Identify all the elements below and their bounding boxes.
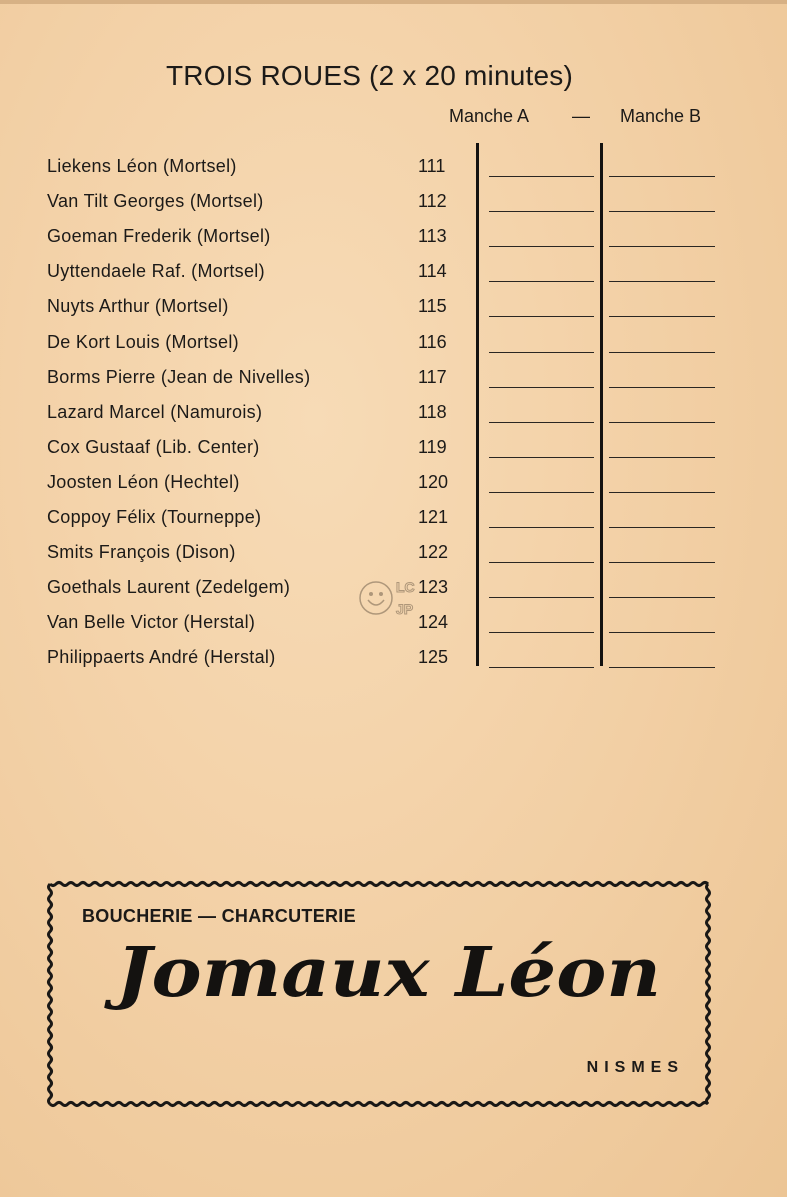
manche-a-result-line[interactable]: [489, 281, 594, 282]
rider-name: Joosten Léon (Hechtel): [47, 471, 240, 492]
manche-a-result-line[interactable]: [489, 667, 594, 668]
advert-signature-logo: [44, 936, 714, 1026]
manche-b-result-line[interactable]: [609, 457, 715, 458]
advert-category: BOUCHERIE — CHARCUTERIE: [82, 906, 356, 926]
rider-number: 118: [418, 401, 447, 422]
rider-number: 124: [418, 612, 449, 633]
rider-name: Coppoy Félix (Tourneppe): [47, 507, 262, 527]
manche-b-result-line[interactable]: [609, 667, 715, 668]
rider-number: 115: [418, 296, 447, 317]
rider-name: Uyttendaele Raf. (Mortsel): [47, 261, 265, 282]
rider-number: 114: [418, 261, 447, 282]
manche-b-result-line[interactable]: [609, 632, 715, 633]
manche-b-result-line[interactable]: [609, 352, 715, 353]
manche-a-result-line[interactable]: [489, 562, 594, 563]
manche-a-result-line[interactable]: [489, 176, 594, 177]
column-header-separator: —: [572, 106, 590, 126]
svg-text:LC: LC: [396, 579, 415, 595]
manche-a-result-line[interactable]: [489, 387, 594, 388]
page-top-edge: [0, 0, 787, 4]
rider-name: Philippaerts André (Herstal): [47, 647, 276, 668]
manche-a-result-line[interactable]: [489, 527, 594, 528]
rider-number: 122: [418, 542, 449, 563]
manche-a-result-line[interactable]: [489, 457, 594, 458]
svg-text:Jomaux Léon: Jomaux Léon: [103, 936, 662, 1013]
column-header-manche-a: Manche A: [449, 106, 530, 126]
rider-name: Goeman Frederik (Mortsel): [47, 226, 271, 247]
wavy-border-segment: [50, 1103, 708, 1106]
rider-number: 119: [418, 436, 447, 457]
rider-name: Cox Gustaaf (Lib. Center): [47, 436, 260, 457]
rider-name: De Kort Louis (Mortsel): [47, 331, 239, 352]
rider-number: 113: [418, 226, 447, 247]
manche-a-result-line[interactable]: [489, 316, 594, 317]
rider-name: Borms Pierre (Jean de Nivelles): [47, 366, 311, 387]
manche-b-result-line[interactable]: [609, 597, 715, 598]
wavy-border-segment: [50, 883, 708, 886]
rider-number: 123: [418, 577, 449, 598]
manche-b-result-line[interactable]: [609, 246, 715, 247]
manche-b-result-line[interactable]: [609, 562, 715, 563]
manche-a-result-line[interactable]: [489, 246, 594, 247]
rider-name: Nuyts Arthur (Mortsel): [47, 296, 229, 317]
manche-b-result-line[interactable]: [609, 492, 715, 493]
page-title: [0, 60, 787, 92]
rider-name: Van Tilt Georges (Mortsel): [47, 191, 264, 212]
manche-b-result-line[interactable]: [609, 527, 715, 528]
rider-name: Liekens Léon (Mortsel): [47, 156, 237, 176]
manche-a-result-line[interactable]: [489, 352, 594, 353]
rider-number: 125: [418, 647, 449, 668]
rider-number: 121: [418, 507, 449, 527]
rider-name: Van Belle Victor (Herstal): [47, 612, 256, 633]
svg-text:JP: JP: [396, 601, 414, 617]
manche-b-result-line[interactable]: [609, 281, 715, 282]
manche-b-result-line[interactable]: [609, 211, 715, 212]
rider-number: 120: [418, 471, 449, 492]
column-divider-middle: [600, 143, 603, 666]
rider-number: 111: [418, 156, 446, 176]
rider-name: Lazard Marcel (Namurois): [47, 401, 263, 422]
rider-number: 117: [418, 366, 447, 387]
manche-a-result-line[interactable]: [489, 211, 594, 212]
manche-b-result-line[interactable]: [609, 176, 715, 177]
column-header-manche-b: Manche B: [620, 106, 702, 126]
manche-a-result-line[interactable]: [489, 492, 594, 493]
rider-name: Smits François (Dison): [47, 542, 236, 563]
rider-number: 116: [418, 331, 447, 352]
column-divider-left: [476, 143, 479, 666]
advert-city: NISMES: [586, 1059, 684, 1076]
manche-b-result-line[interactable]: [609, 316, 715, 317]
manche-a-result-line[interactable]: [489, 597, 594, 598]
page-title-text: TROIS ROUES (2 x 20 minutes): [165, 60, 574, 91]
manche-b-result-line[interactable]: [609, 422, 715, 423]
butcher-advertisement: [44, 876, 714, 1112]
rider-number: 112: [418, 191, 447, 212]
manche-b-result-line[interactable]: [609, 387, 715, 388]
manche-a-result-line[interactable]: [489, 422, 594, 423]
collector-stamp-icon: [356, 570, 428, 626]
manche-a-result-line[interactable]: [489, 632, 594, 633]
rider-name: Goethals Laurent (Zedelgem): [47, 577, 291, 598]
